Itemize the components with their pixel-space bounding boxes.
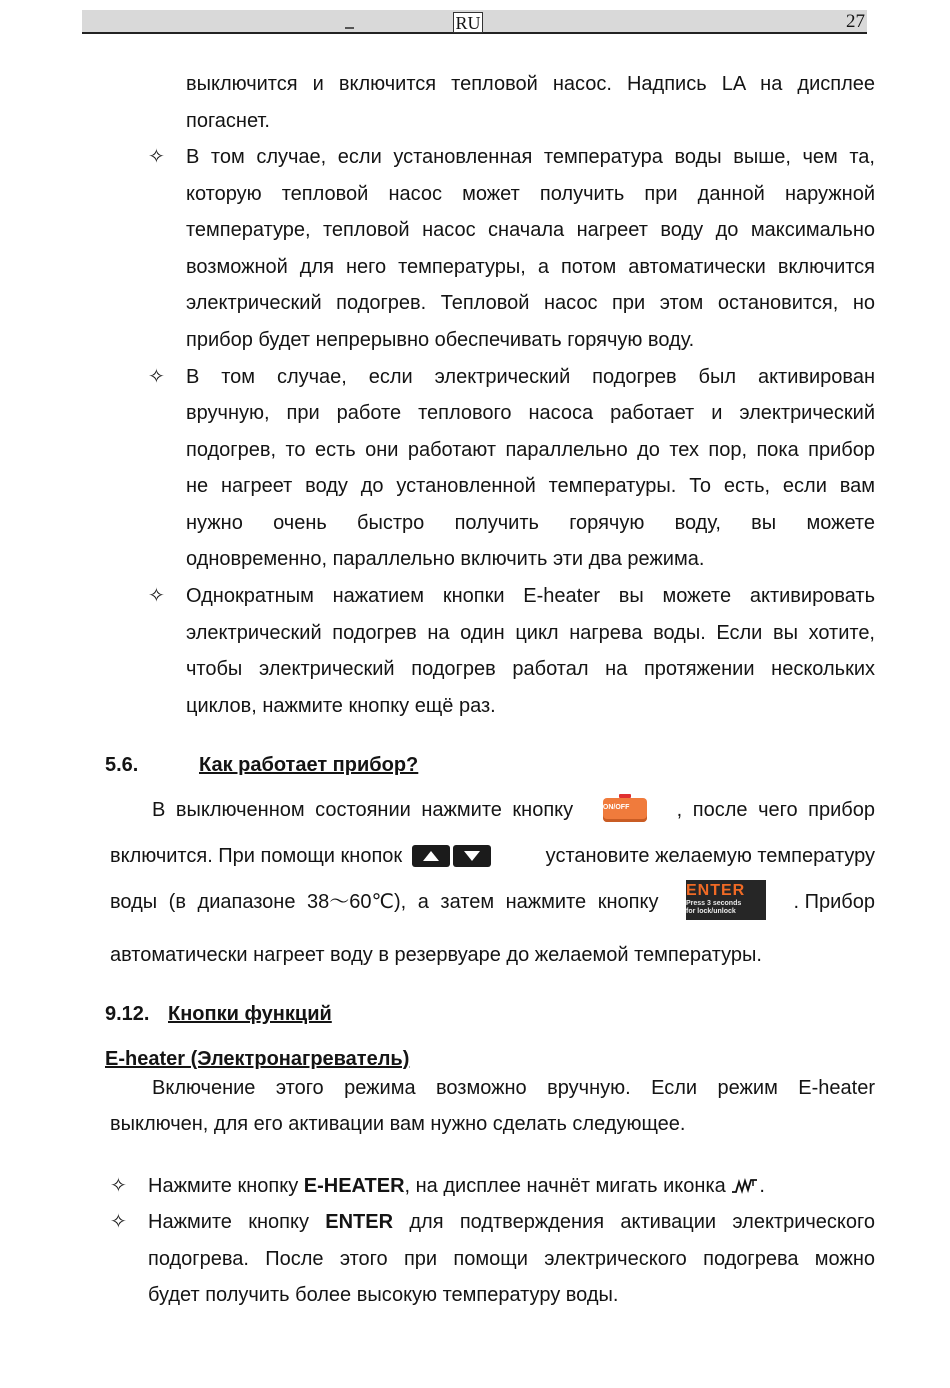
text-fragment: , после чего прибор [676,799,875,821]
text-line-with-button [110,838,875,875]
text-fragment: для подтверждения активации электрического [393,1211,876,1233]
bullet-icon: ✧ [148,366,165,388]
text-line: не нагреет воду до установленной температуры. То есть, если вам [186,475,875,497]
section-number: 9.12. [105,1003,150,1025]
header-mark [345,27,354,29]
text-fragment: , на дисплее начнёт мигать иконка [404,1175,732,1197]
text-fragment: Нажмите кнопку [148,1175,304,1197]
text-line-with-button [110,880,875,920]
text-line: электрический подогрев. Тепловой насос при этом остановится, но [186,292,875,314]
text-line-with-button [152,792,875,829]
text-fragment: включится. При помощи кнопок [110,845,403,867]
text-fragment: Нажмите кнопку [148,1211,326,1233]
text-line: одновременно, параллельно включить эти два режима. [186,548,705,570]
section-number: 5.6. [105,754,139,776]
bullet-icon: ✧ [110,1211,127,1233]
heater-icon [731,1171,759,1208]
text-line: подогрев, то есть они работают параллельно до тех пор, пока прибор [186,439,875,461]
bullet-icon: ✧ [148,146,165,168]
text-line [148,1168,875,1208]
text-line: погаснет. [186,110,270,132]
text-line: автоматически нагреет воду в резервуаре до желаемой температуры. [110,944,762,966]
text-line: электрический подогрев на один цикл нагрева воды. Если вы хотите, [186,622,875,644]
text-line: циклов, нажмите кнопку ещё раз. [186,695,496,717]
page-number: 27 [846,11,865,32]
text-line: прибор будет непрерывно обеспечивать горячую воду. [186,329,695,351]
text-line: подогрева. После этого при помощи электрического подогрева можно [148,1248,875,1270]
text-line: Однократным нажатием кнопки E-heater вы можете активировать [186,585,875,607]
text-line [148,1204,875,1241]
subsection-title-text: E-heater (Электронагреватель) [105,1048,410,1070]
text-line: чтобы электрический подогрев работал на протяжении нескольких [186,658,875,680]
text-fragment: установите желаемую температуру [545,845,875,867]
text-line: температуре, тепловой насос сначала нагреет воду до максимально [186,219,875,241]
section-title-text: Кнопки функций [168,1003,332,1025]
language-label: RU [453,12,483,33]
bold-term: E-HEATER [303,1175,405,1197]
text-fragment: . Прибор [793,891,875,913]
enter-sub-label: Press 3 seconds [685,900,742,907]
section-title [199,750,418,780]
text-line: нужно очень быстро получить горячую воду, вы можете [186,512,875,534]
arrow-down-icon [453,845,491,867]
bullet-icon: ✧ [110,1175,127,1197]
enter-label: ENTER [685,882,746,899]
section-title-text: Как работает прибор? [199,754,419,776]
enter-button-icon [686,880,766,920]
enter-sub-label: for lock/unlock [685,908,736,915]
on-off-button-icon [603,798,647,822]
text-fragment: В выключенном состоянии нажмите кнопку [152,799,574,821]
text-line: возможной для него температуры, а потом автоматически включится [186,256,875,278]
text-fragment: . [759,1175,765,1197]
text-fragment: воды (в диапазоне 38～60℃), а затем нажмите кнопку [110,891,659,913]
bullet-icon: ✧ [148,585,165,607]
text-line: вручную, при работе теплового насоса работает и электрический [186,402,875,424]
arrow-up-icon [412,845,450,867]
text-line: Включение этого режима возможно вручную. Если режим E-heater [152,1077,875,1099]
on-off-label: ON/OFF [602,804,630,812]
bold-term: ENTER [325,1211,394,1233]
text-line: В том случае, если электрический подогрев был активирован [186,366,875,388]
text-line: будет получить более высокую температуру воды. [148,1284,619,1306]
text-line: которую тепловой насос может получить при данной наружной [186,183,875,205]
page-header [82,10,867,34]
text-line: выключится и включится тепловой насос. Надпись LA на дисплее [186,73,875,95]
arrow-buttons-icon [412,845,491,867]
text-line: В том случае, если установленная температура воды выше, чем та, [186,146,875,168]
section-title [168,999,332,1029]
text-line: выключен, для его активации вам нужно сделать следующее. [110,1113,686,1135]
